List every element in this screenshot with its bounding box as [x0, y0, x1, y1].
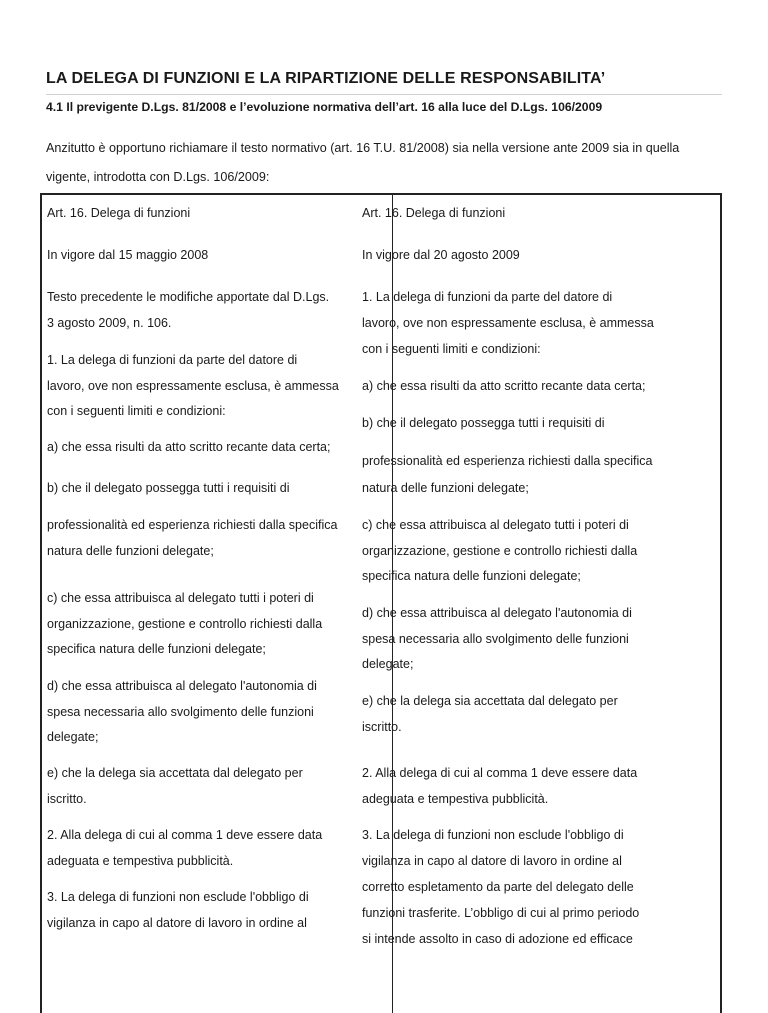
table-line: natura delle funzioni delegate; [47, 544, 214, 558]
table-line: professionalità ed esperienza richiesti dalla specifica [362, 454, 653, 468]
table-line: specifica natura delle funzioni delegate; [362, 569, 581, 583]
table-line: vigilanza in capo al datore di lavoro in ordine al [362, 854, 622, 868]
table-line: iscritto. [362, 720, 402, 734]
table-line: professionalità ed esperienza richiesti dalla specifica [47, 518, 338, 532]
table-line: iscritto. [47, 792, 87, 806]
table-line: lavoro, ove non espressamente esclusa, è ammessa [47, 379, 339, 393]
title-divider [46, 94, 722, 95]
table-line: adeguata e tempestiva pubblicità. [362, 792, 549, 806]
table-line: e) che la delega sia accettata dal delegato per [47, 766, 303, 780]
table-line: b) che il delegato possegga tutti i requisiti di [362, 416, 605, 430]
table-line: 2. Alla delega di cui al comma 1 deve essere data [362, 766, 638, 780]
table-line: delegate; [47, 730, 99, 744]
table-line: c) che essa attribuisca al delegato tutti i poteri di [47, 591, 314, 605]
table-line: a) che essa risulti da atto scritto recante data certa; [47, 440, 331, 454]
table-line: con i seguenti limiti e condizioni: [47, 404, 226, 418]
table-line: 1. La delega di funzioni da parte del datore di [362, 290, 613, 304]
table-line: Testo precedente le modifiche apportate dal D.Lgs. [47, 290, 330, 304]
table-line: organizzazione, gestione e controllo richiesti dalla [47, 617, 323, 631]
table-line: si intende assolto in caso di adozione ed efficace [362, 932, 633, 946]
table-line: spesa necessaria allo svolgimento delle funzioni [362, 632, 629, 646]
table-line: In vigore dal 15 maggio 2008 [47, 248, 209, 262]
table-line: b) che il delegato possegga tutti i requisiti di [47, 481, 290, 495]
table-line: 1. La delega di funzioni da parte del datore di [47, 353, 298, 367]
table-line: funzioni trasferite. L’obbligo di cui al primo periodo [362, 906, 640, 920]
section-subtitle: 4.1 Il previgente D.Lgs. 81/2008 e l’evoluzione normativa dell’art. 16 alla luce del D.Lgs. 106/2009 [46, 100, 603, 114]
table-line: con i seguenti limiti e condizioni: [362, 342, 541, 356]
table-line: In vigore dal 20 agosto 2009 [362, 248, 520, 262]
table-line: d) che essa attribuisca al delegato l'autonomia di [362, 606, 632, 620]
table-line: spesa necessaria allo svolgimento delle funzioni [47, 705, 314, 719]
table-line: e) che la delega sia accettata dal delegato per [362, 694, 618, 708]
table-line: 2. Alla delega di cui al comma 1 deve essere data [47, 828, 323, 842]
table-line: c) che essa attribuisca al delegato tutti i poteri di [362, 518, 629, 532]
table-line: 3. La delega di funzioni non esclude l'obbligo di [47, 890, 309, 904]
table-line: Art. 16. Delega di funzioni [47, 206, 191, 220]
table-line: organizzazione, gestione e controllo richiesti dalla [362, 544, 638, 558]
table-line: 3. La delega di funzioni non esclude l'obbligo di [362, 828, 624, 842]
comparison-table [40, 193, 722, 1013]
table-line: Art. 16. Delega di funzioni [362, 206, 506, 220]
table-line: 3 agosto 2009, n. 106. [47, 316, 172, 330]
table-line: corretto espletamento da parte del delegato delle [362, 880, 634, 894]
table-line: d) che essa attribuisca al delegato l'autonomia di [47, 679, 317, 693]
document-title: LA DELEGA DI FUNZIONI E LA RIPARTIZIONE DELLE RESPONSABILITA’ [46, 70, 606, 87]
intro-paragraph: Anzitutto è opportuno richiamare il testo normativo (art. 16 T.U. 81/2008) sia nella versione ante 2009 sia in quella vigente, introdotta con D.Lgs. 106/2009: [46, 141, 680, 184]
table-line: specifica natura delle funzioni delegate; [47, 642, 266, 656]
table-line: a) che essa risulti da atto scritto recante data certa; [362, 379, 646, 393]
table-line: vigilanza in capo al datore di lavoro in ordine al [47, 916, 307, 930]
table-line: lavoro, ove non espressamente esclusa, è ammessa [362, 316, 654, 330]
table-line: delegate; [362, 657, 414, 671]
table-line: natura delle funzioni delegate; [362, 481, 529, 495]
table-line: adeguata e tempestiva pubblicità. [47, 854, 234, 868]
